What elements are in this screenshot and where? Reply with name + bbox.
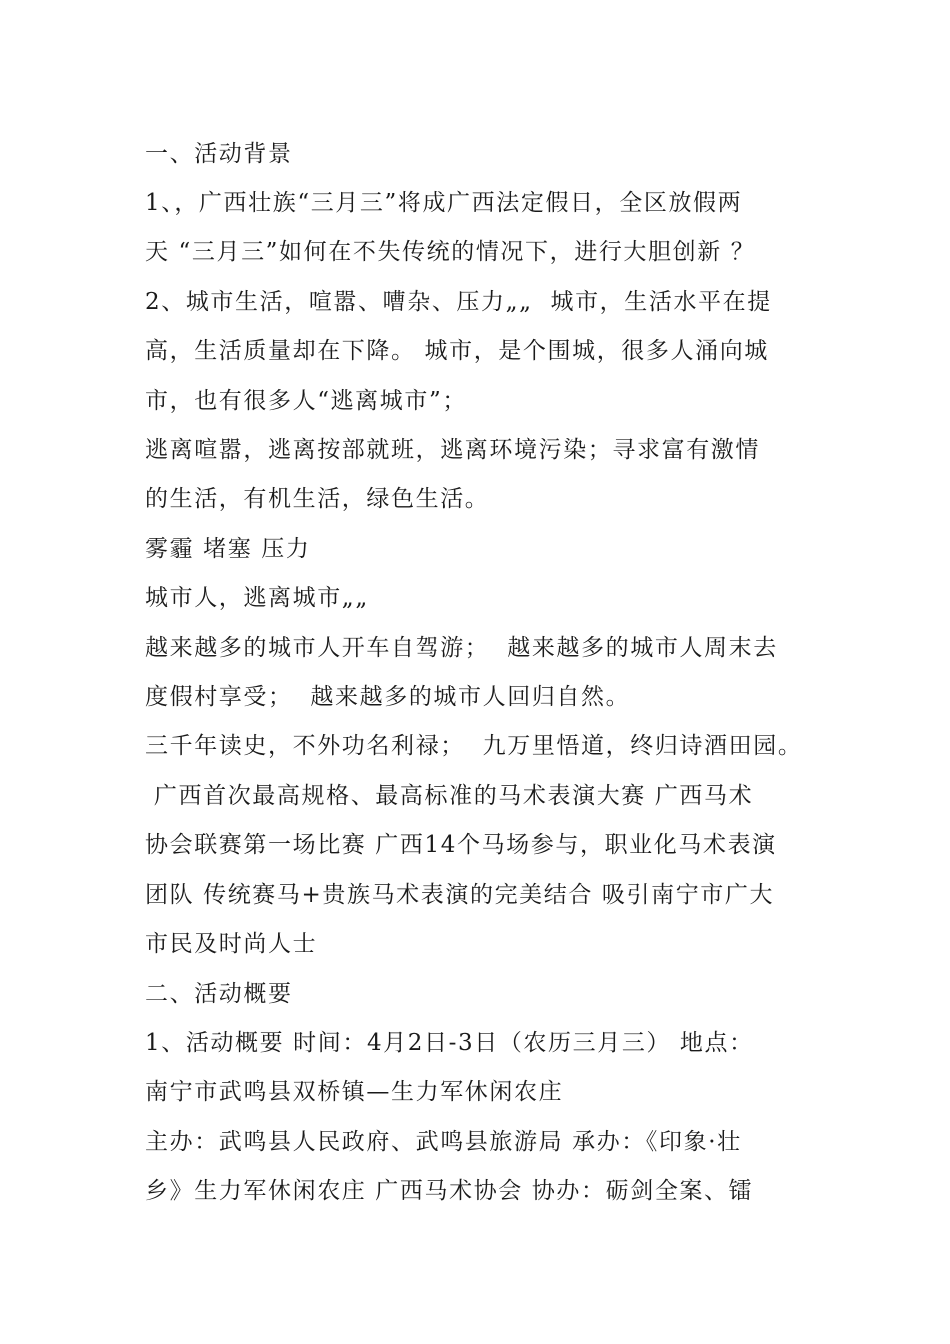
paragraph-line: 市民及时尚人士 (145, 931, 318, 957)
paragraph-line: 主办：武鸣县人民政府、武鸣县旅游局 承办：《印象·壮 (145, 1129, 742, 1155)
paragraph-line: 逃离喧嚣，逃离按部就班，逃离环境污染；寻求富有激情 (145, 437, 760, 463)
paragraph-line: 市，也有很多人“逃离城市”； (145, 388, 467, 414)
paragraph-line: 雾霾 堵塞 压力 (145, 536, 311, 562)
paragraph-line: 越来越多的城市人开车自驾游； 越来越多的城市人周末去 (145, 635, 778, 661)
paragraph-line: 高，生活质量却在下降。 城市，是个围城，很多人涌向城 (145, 338, 769, 364)
paragraph-line: 1、活动概要 时间：4月2日-3日（农历三月三） 地点： (145, 1030, 754, 1056)
section-heading-overview: 二、活动概要 (145, 981, 293, 1007)
paragraph-line: 城市人，逃离城市„„ (145, 585, 369, 611)
paragraph-line: 协会联赛第一场比赛 广西14个马场参与，职业化马术表演 (145, 832, 777, 858)
paragraph-line: 乡》生力军休闲农庄 广西马术协会 协办：砺剑全案、镭 (145, 1178, 754, 1204)
paragraph-line: 度假村享受； 越来越多的城市人回归自然。 (145, 684, 631, 710)
paragraph-line: 1、，广西壮族“三月三”将成广西法定假日，全区放假两 (145, 190, 743, 216)
paragraph-line: 南宁市武鸣县双桥镇—生力军休闲农庄 (145, 1079, 564, 1105)
paragraph-line: 团队 传统赛马+贵族马术表演的完美结合 吸引南宁市广大 (145, 882, 775, 908)
paragraph-line: 天 “三月三”如何在不失传统的情况下，进行大胆创新 ？ (145, 239, 756, 265)
paragraph-line: 2、城市生活，喧嚣、嘈杂、压力„„ 城市，生活水平在提 (145, 289, 772, 315)
paragraph-line: 三千年读史，不外功名利禄； 九万里悟道，终归诗酒田园。 (145, 733, 803, 759)
paragraph-line: 的生活，有机生活，绿色生活。 (145, 486, 490, 512)
section-heading-background: 一、活动背景 (145, 141, 293, 167)
paragraph-line: 广西首次最高规格、最高标准的马术表演大赛 广西马术 (145, 783, 754, 809)
